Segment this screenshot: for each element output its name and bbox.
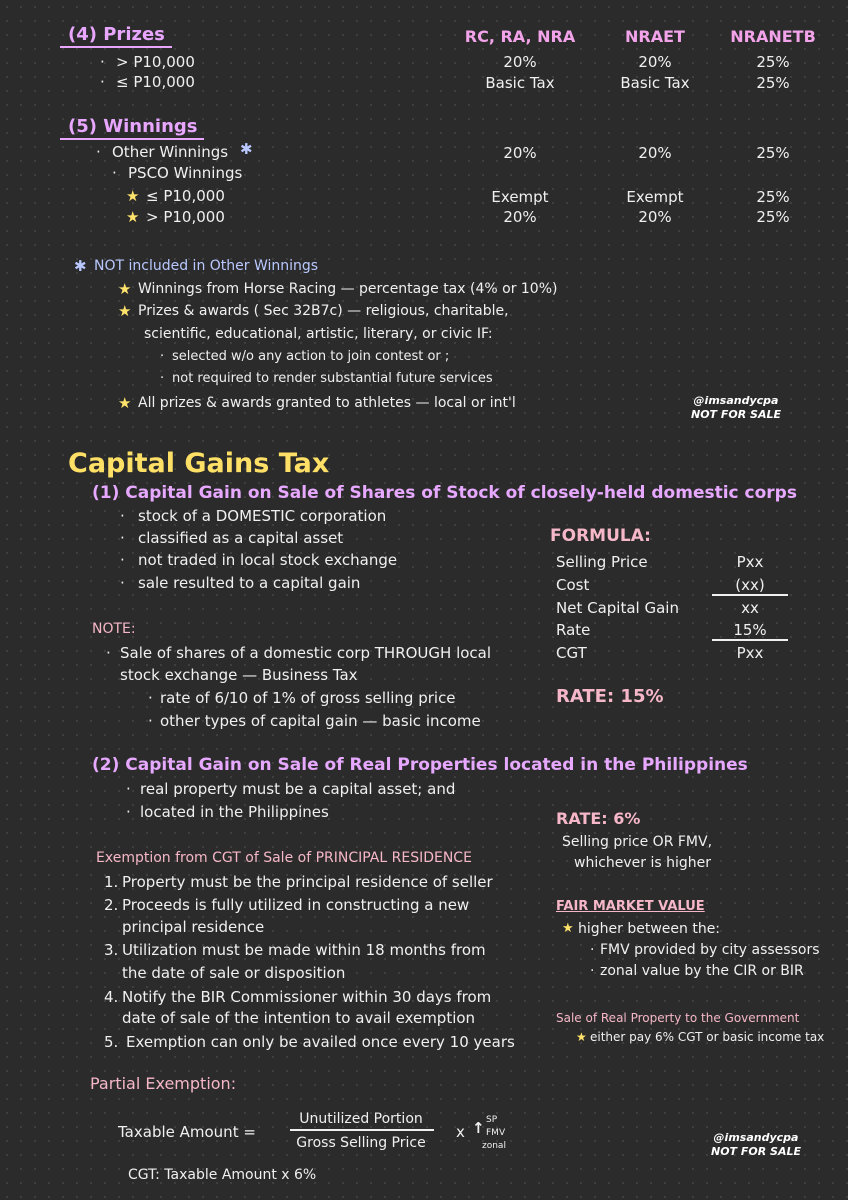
star-icon: ★ <box>126 187 140 205</box>
formula-divider <box>712 594 788 596</box>
psco-row-c1: Exempt <box>491 188 549 206</box>
note-label: NOTE: <box>92 621 136 637</box>
exemption-title: Exemption from CGT of Sale of PRINCIPAL RESIDENCE <box>96 850 472 866</box>
star-icon: ★ <box>118 394 132 412</box>
prize-row-c3: 25% <box>756 74 790 92</box>
psco-row-label: > P10,000 <box>146 208 225 226</box>
prize-row-c2: 20% <box>638 53 672 71</box>
formula-row-label: Rate <box>556 621 591 639</box>
exemption-num: 5. <box>104 1033 119 1051</box>
note-line2: stock exchange — Business Tax <box>120 666 358 684</box>
fraction-denominator: Gross Selling Price <box>296 1135 426 1151</box>
prize-row-c1: Basic Tax <box>485 74 555 92</box>
bullet: · <box>120 529 125 547</box>
athletes-line: All prizes & awards granted to athletes — local or int'l <box>138 395 516 411</box>
col-header-rc-ra-nra: RC, RA, NRA <box>464 27 576 46</box>
real-rate-line1: Selling price OR FMV, <box>562 834 713 850</box>
bullet: · <box>126 780 131 798</box>
asterisk-icon: ✱ <box>74 257 87 275</box>
exemption-line: Property must be the principal residence of seller <box>122 873 493 891</box>
not-included-sub2: not required to render substantial future services <box>172 371 493 386</box>
col-header-nraet: NRAET <box>625 27 685 46</box>
formula-row-label: Selling Price <box>556 553 648 571</box>
exemption-line: date of sale of the intention to avail exemption <box>122 1009 476 1027</box>
prize-row-c1: 20% <box>503 53 537 71</box>
exemption-line: principal residence <box>122 918 265 936</box>
note-line1: Sale of shares of a domestic corp THROUGH local <box>120 644 492 662</box>
shares-bullet: not traded in local stock exchange <box>138 551 398 569</box>
bullet: · <box>100 53 105 71</box>
formula-row-value: (xx) <box>735 576 765 594</box>
prize-row-c3: 25% <box>756 53 790 71</box>
base-sp: SP <box>486 1115 498 1125</box>
formula-row-label: Cost <box>556 576 590 594</box>
winnings-title-underline <box>60 138 204 140</box>
star-icon: ★ <box>118 302 132 320</box>
bullet: · <box>106 644 111 662</box>
psco-row-c3: 25% <box>756 208 790 226</box>
shares-bullet: sale resulted to a capital gain <box>138 574 361 592</box>
cgt-shares-title: (1) Capital Gain on Sale of Shares of Stock of closely-held domestic corps <box>92 483 797 503</box>
bullet: · <box>126 803 131 821</box>
other-winnings-c3: 25% <box>756 144 790 162</box>
base-zonal: zonal <box>482 1141 506 1151</box>
winnings-title: (5) Winnings <box>68 116 198 137</box>
shares-bullet: stock of a DOMESTIC corporation <box>138 507 387 525</box>
prize-row-label: ≤ P10,000 <box>116 73 195 91</box>
star-icon: ★ <box>126 208 140 226</box>
taxable-amount-label: Taxable Amount = <box>118 1123 256 1141</box>
bullet: · <box>120 574 125 592</box>
exemption-num: 3. <box>104 941 119 959</box>
fmv-title: FAIR MARKET VALUE <box>556 899 705 914</box>
watermark-handle: @imsandycpa <box>713 1131 799 1144</box>
other-winnings-label: Other Winnings <box>112 143 229 161</box>
psco-row-c3: 25% <box>756 188 790 206</box>
exemption-line: Utilization must be made within 18 months from <box>122 941 486 959</box>
bullet: · <box>100 73 105 91</box>
real-bullet2: located in the Philippines <box>140 803 329 821</box>
formula-row-value: Pxx <box>736 553 764 571</box>
watermark-note: NOT FOR SALE <box>710 1145 801 1158</box>
asterisk-icon: ✱ <box>240 140 253 158</box>
fmv-sub2: zonal value by the CIR or BIR <box>600 963 804 979</box>
arrow-up-icon: ↑ <box>472 1119 485 1137</box>
note-sub1: rate of 6/10 of 1% of gross selling price <box>160 689 456 707</box>
gov-line: either pay 6% CGT or basic income tax <box>590 1030 825 1044</box>
bullet: · <box>96 143 101 161</box>
note-sub2: other types of capital gain — basic income <box>160 712 481 730</box>
formula-label: FORMULA: <box>550 526 651 546</box>
fmv-sub1: FMV provided by city assessors <box>600 942 820 958</box>
not-included-sub1: selected w/o any action to join contest or ; <box>172 349 450 364</box>
watermark-handle: @imsandycpa <box>693 394 779 407</box>
fraction-numerator: Unutilized Portion <box>299 1111 423 1127</box>
exemption-line: the date of sale or disposition <box>122 964 346 982</box>
formula-row-value: xx <box>741 599 759 617</box>
exemption-line: Exemption can only be availed once every 10 years <box>126 1033 515 1051</box>
psco-winnings-label: PSCO Winnings <box>128 164 243 182</box>
cgt-formula: CGT: Taxable Amount x 6% <box>128 1167 317 1183</box>
bullet: · <box>148 689 153 707</box>
star-icon: ★ <box>118 280 132 298</box>
exemption-line: Notify the BIR Commissioner within 30 days from <box>122 988 492 1006</box>
cgt-real-title: (2) Capital Gain on Sale of Real Properties located in the Philippines <box>92 755 748 775</box>
col-header-nranetb: NRANETB <box>730 27 816 46</box>
watermark-note: NOT FOR SALE <box>690 408 781 421</box>
star-icon: ★ <box>562 921 574 936</box>
prizes-awards-line2: scientific, educational, artistic, literary, or civic IF: <box>144 326 493 342</box>
bullet: · <box>590 963 595 979</box>
prize-row-c2: Basic Tax <box>620 74 690 92</box>
prize-row-label: > P10,000 <box>116 53 195 71</box>
shares-bullet: classified as a capital asset <box>138 529 344 547</box>
bullet: · <box>148 712 153 730</box>
base-fmv: FMV <box>486 1128 506 1138</box>
bullet: · <box>120 507 125 525</box>
exemption-line: Proceeds is fully utilized in constructing a new <box>122 896 470 914</box>
partial-title: Partial Exemption: <box>90 1074 237 1093</box>
cgt-title: Capital Gains Tax <box>68 448 330 479</box>
psco-row-c2: 20% <box>638 208 672 226</box>
gov-title: Sale of Real Property to the Government <box>556 1011 800 1025</box>
exemption-num: 4. <box>104 988 119 1006</box>
prizes-title: (4) Prizes <box>68 24 165 45</box>
formula-divider <box>712 639 788 641</box>
bullet: · <box>112 164 117 182</box>
real-bullet1: real property must be a capital asset; and <box>140 780 456 798</box>
other-winnings-c2: 20% <box>638 144 672 162</box>
real-rate-line2: whichever is higher <box>574 855 712 871</box>
bullet: · <box>120 551 125 569</box>
horse-racing-line: Winnings from Horse Racing — percentage tax (4% or 10%) <box>138 281 558 297</box>
bullet: · <box>160 349 165 364</box>
bullet: · <box>590 942 595 958</box>
psco-row-label: ≤ P10,000 <box>146 187 225 205</box>
star-icon: ★ <box>576 1030 587 1044</box>
prizes-awards-line1: Prizes & awards ( Sec 32B7c) — religious, charitable, <box>138 303 509 319</box>
psco-row-c1: 20% <box>503 208 537 226</box>
fmv-line: higher between the: <box>578 921 721 937</box>
formula-row-label: Net Capital Gain <box>556 599 679 617</box>
exemption-num: 1. <box>104 873 119 891</box>
times-sign: x <box>456 1123 465 1141</box>
formula-row-value: Pxx <box>736 644 764 662</box>
not-included-title: NOT included in Other Winnings <box>94 258 319 274</box>
bullet: · <box>160 371 165 386</box>
fraction-line <box>290 1129 434 1131</box>
exemption-num: 2. <box>104 896 119 914</box>
formula-row-label: CGT <box>556 644 587 662</box>
real-rate: RATE: 6% <box>556 809 641 828</box>
shares-rate: RATE: 15% <box>556 686 664 707</box>
other-winnings-c1: 20% <box>503 144 537 162</box>
prizes-title-underline <box>60 46 172 48</box>
psco-row-c2: Exempt <box>626 188 684 206</box>
formula-row-value: 15% <box>733 621 767 639</box>
